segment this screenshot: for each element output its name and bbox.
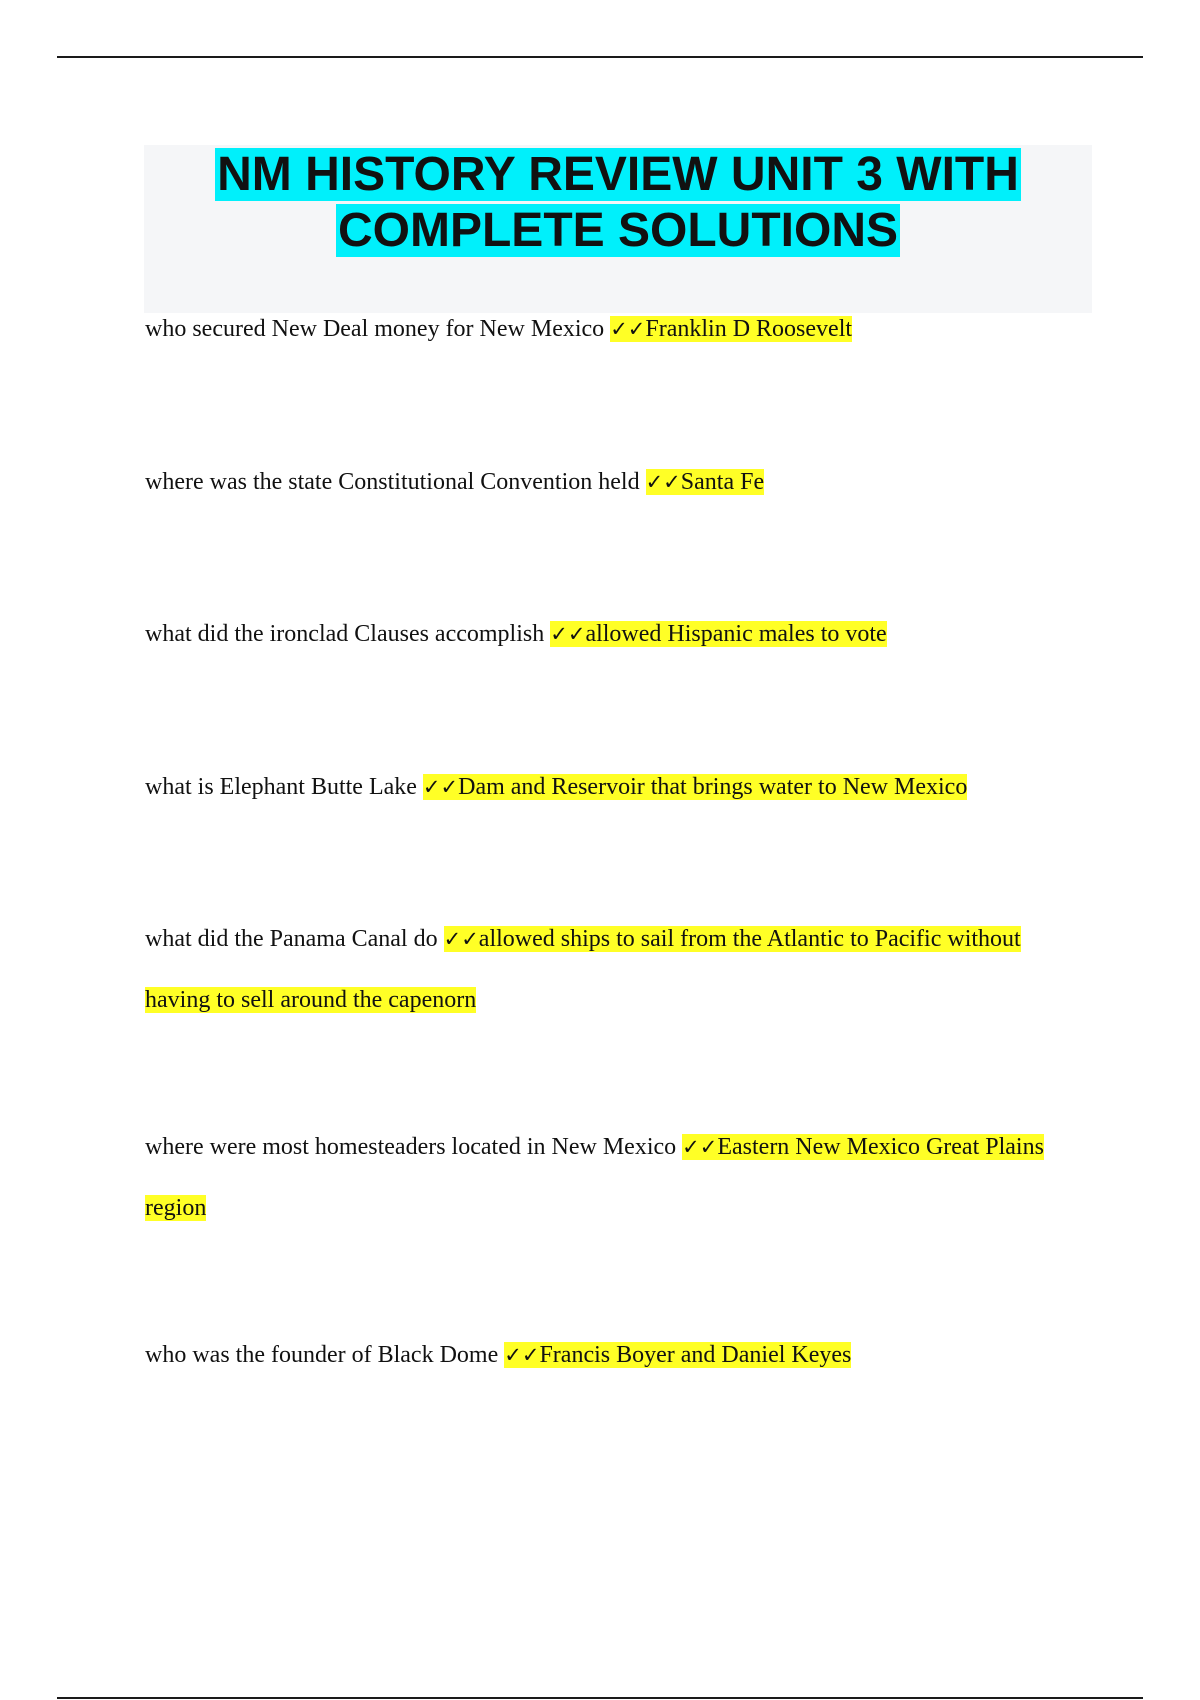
qa-item-5 <box>145 909 1085 1031</box>
answer-highlight <box>504 1342 851 1368</box>
answer-highlight <box>423 774 967 800</box>
answer-highlight <box>550 621 886 647</box>
title-line-2: COMPLETE SOLUTIONS <box>337 204 898 257</box>
double-check-icon: ✓✓ <box>443 927 479 951</box>
question-text: what did the Panama Canal do <box>145 926 444 952</box>
double-check-icon: ✓✓ <box>645 470 681 494</box>
document-title <box>144 145 1092 259</box>
answer-highlight <box>610 316 852 342</box>
qa-item-7 <box>145 1325 1085 1386</box>
double-check-icon: ✓✓ <box>610 317 646 341</box>
title-line-1: NM HISTORY REVIEW UNIT 3 WITH <box>217 148 1019 201</box>
answer-text: Dam and Reservoir that brings water to New Mexico <box>458 774 968 800</box>
answer-text: Franklin D Roosevelt <box>645 316 853 342</box>
qa-item-4 <box>145 757 1085 818</box>
qa-item-3 <box>145 604 1085 665</box>
question-text: what did the ironclad Clauses accomplish <box>145 621 551 647</box>
question-text: who secured New Deal money for New Mexico <box>145 316 611 342</box>
top-rule <box>57 56 1143 58</box>
qa-item-2 <box>145 452 1085 513</box>
answer-text: Francis Boyer and Daniel Keyes <box>539 1342 852 1368</box>
question-text: where was the state Constitutional Convention held <box>145 469 646 495</box>
question-text: who was the founder of Black Dome <box>145 1342 505 1368</box>
answer-highlight <box>646 469 765 495</box>
answer-text: Eastern New Mexico Great Plains region <box>145 1134 1044 1221</box>
title-block <box>144 145 1092 313</box>
answer-text: Santa Fe <box>680 469 765 495</box>
answer-text: allowed Hispanic males to vote <box>585 621 887 647</box>
qa-item-1 <box>145 299 1085 360</box>
double-check-icon: ✓✓ <box>504 1343 540 1367</box>
double-check-icon: ✓✓ <box>550 622 586 646</box>
double-check-icon: ✓✓ <box>422 775 459 799</box>
question-text: what is Elephant Butte Lake <box>145 774 423 800</box>
answer-text: allowed ships to sail from the Atlantic to Pacific without having to sell around the capenorn <box>145 926 1021 1013</box>
double-check-icon: ✓✓ <box>682 1135 718 1159</box>
qa-item-6 <box>145 1117 1085 1239</box>
question-text: where were most homesteaders located in New Mexico <box>145 1134 683 1160</box>
bottom-rule <box>57 1697 1143 1699</box>
